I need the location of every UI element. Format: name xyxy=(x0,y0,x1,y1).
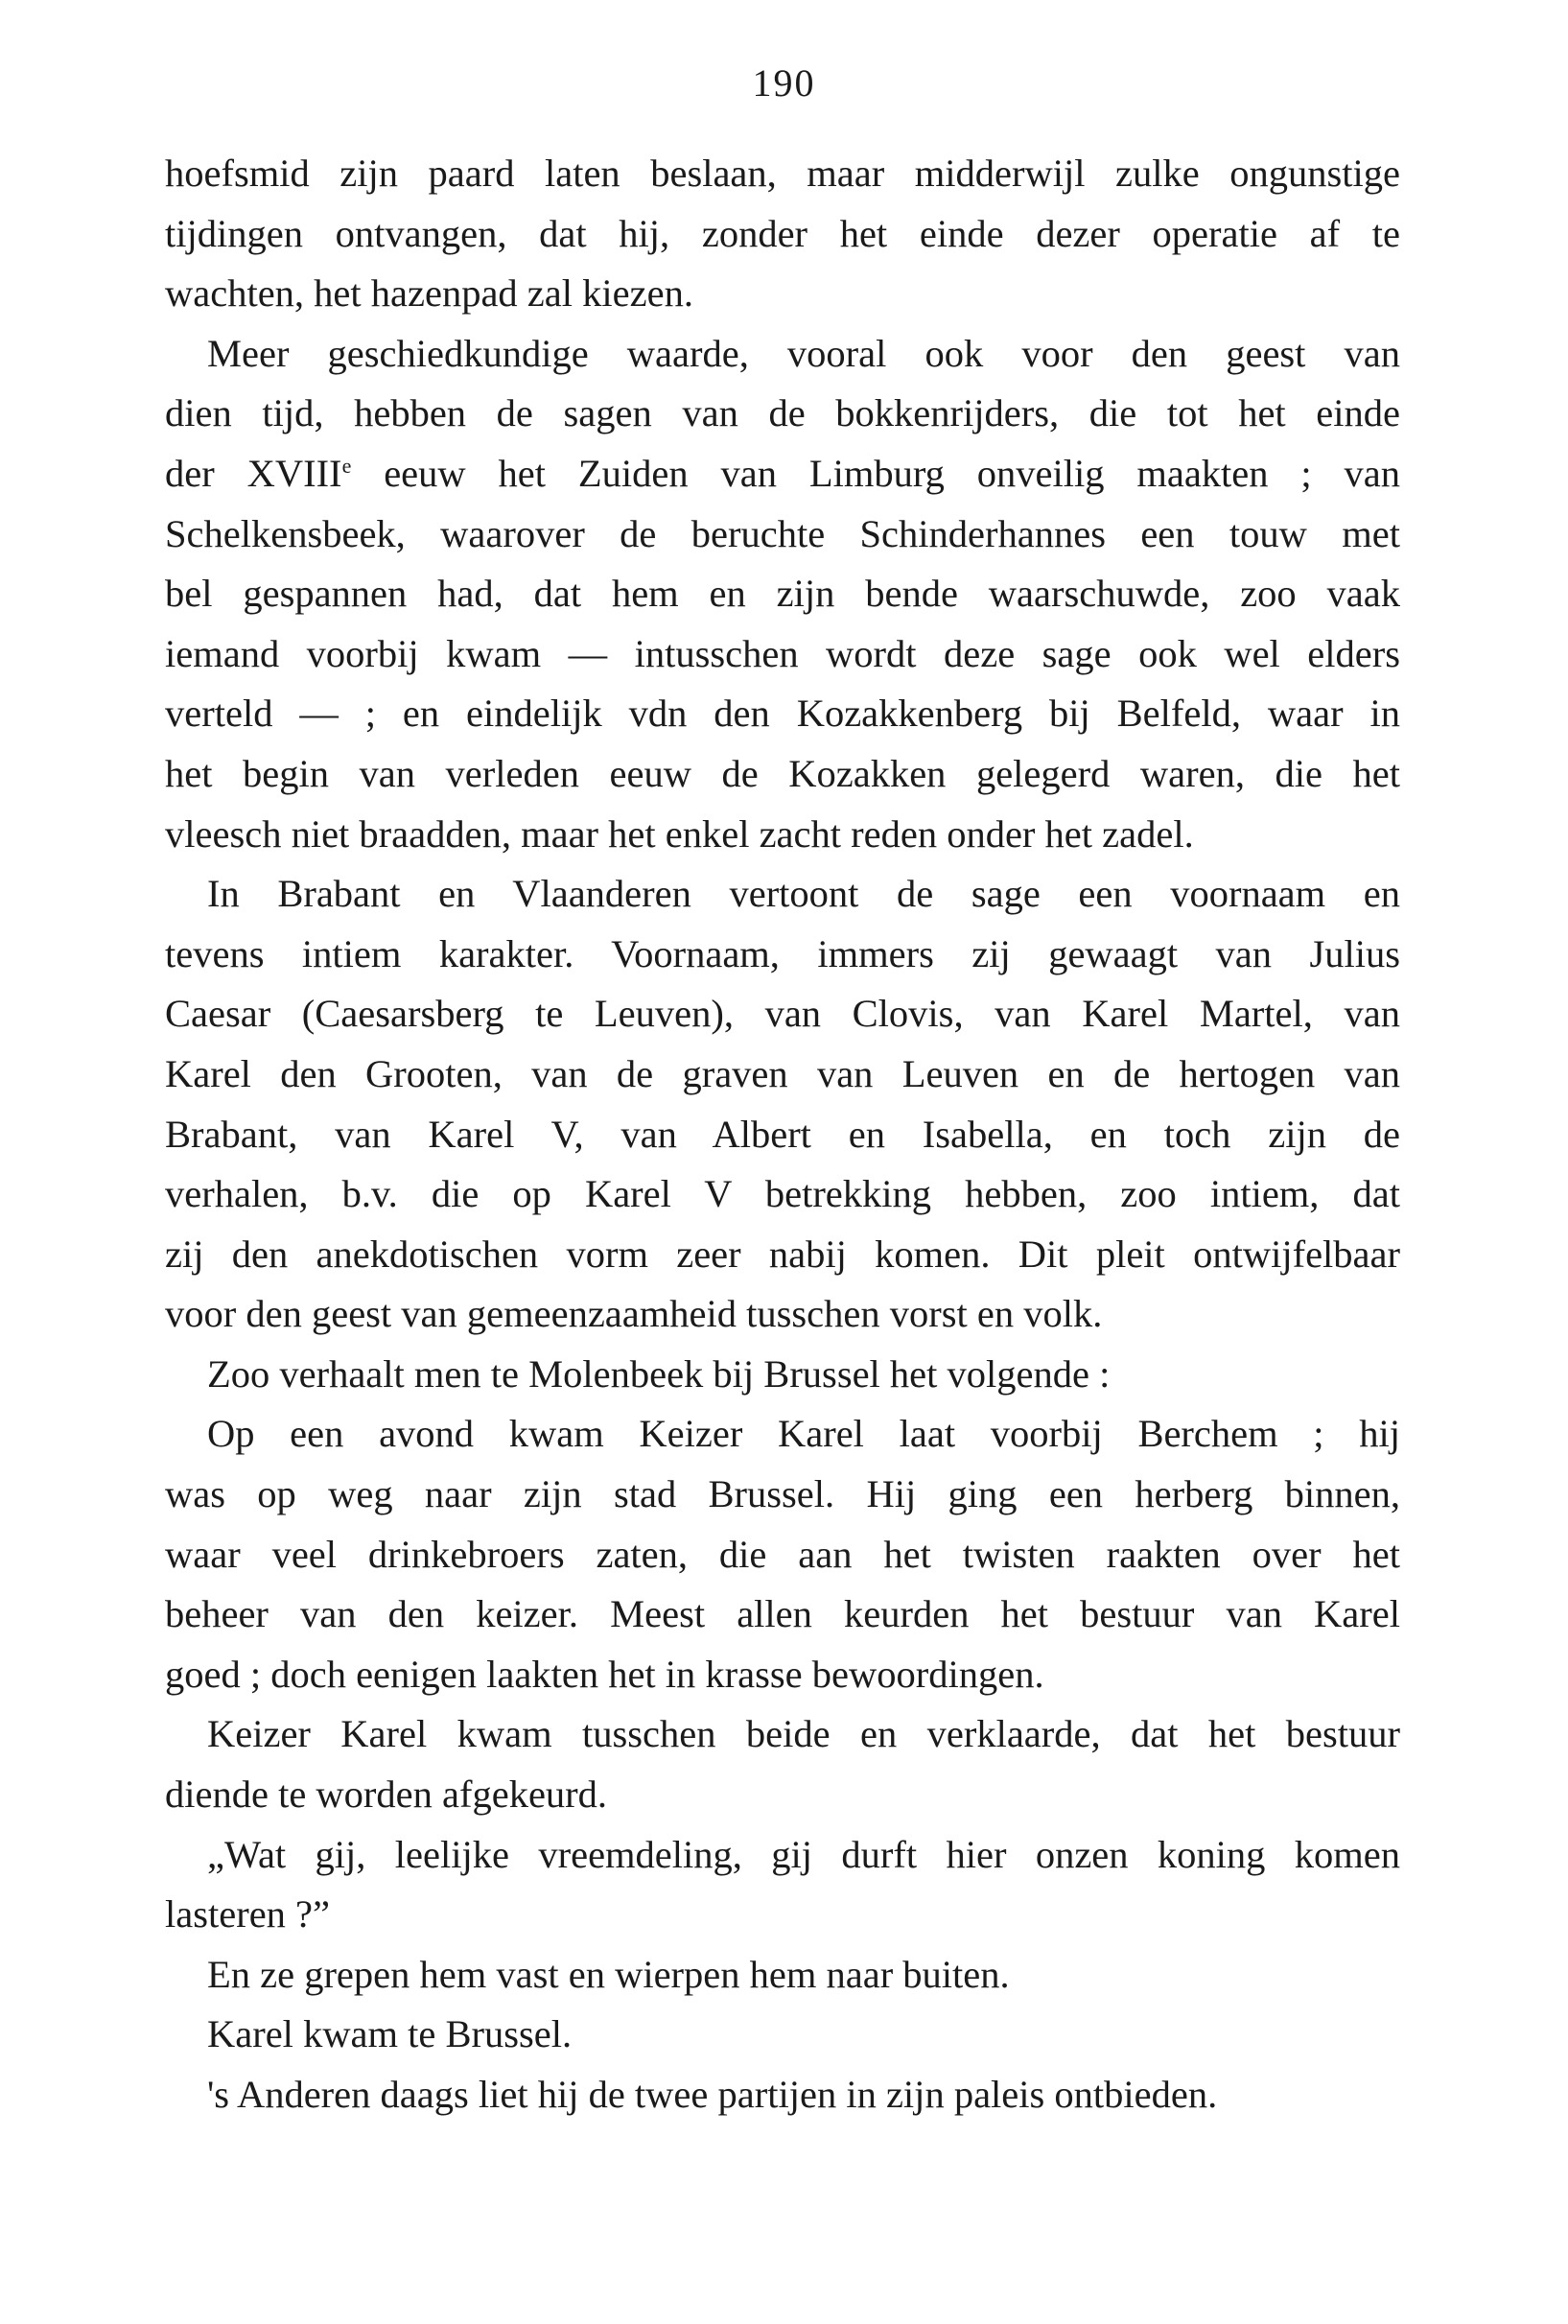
text-line: Keizer Karel kwam tusschen beide en verklaarde, dat het bestuur xyxy=(207,1712,1400,1756)
paragraph xyxy=(165,1704,1400,1824)
text-line: hoefsmid zijn paard laten beslaan, maar midderwijl zulke ongunstige xyxy=(165,152,1400,195)
text-line: wachten, het hazenpad zal kiezen. xyxy=(165,271,693,316)
text-line: vleesch niet braadden, maar het enkel zacht reden onder het zadel. xyxy=(165,811,1194,856)
text-line: bel gespannen had, dat hem en zijn bende waarschuwde, zoo vaak xyxy=(165,572,1400,616)
text-line: dien tijd, hebben de sagen van de bokkenrijders, die tot het einde xyxy=(165,391,1400,435)
text-line: Zoo verhaalt men te Molenbeek bij Brussel het volgende : xyxy=(207,1351,1111,1396)
text-line: lasteren ?” xyxy=(165,1892,331,1937)
text-line: Caesar (Caesarsberg te Leuven), van Clovis, van Karel Martel, van xyxy=(165,992,1400,1036)
text-line: waar veel drinkebroers zaten, die aan het twisten raakten over het xyxy=(165,1532,1400,1576)
text-line: beheer van den keizer. Meest allen keurden het bestuur van Karel xyxy=(165,1592,1400,1636)
body-text xyxy=(165,144,1400,2125)
paragraph xyxy=(165,2005,1400,2065)
text-line: In Brabant en Vlaanderen vertoont de sage een voornaam en xyxy=(207,872,1400,916)
text-line: En ze grepen hem vast en wierpen hem naar buiten. xyxy=(207,1952,1010,1996)
text-line: Meer geschiedkundige waarde, vooral ook voor den geest van xyxy=(207,331,1400,375)
text-line: Karel kwam te Brussel. xyxy=(207,2012,573,2056)
paragraph xyxy=(165,1404,1400,1704)
text-line: verteld — ; en eindelijk vdn den Kozakkenberg bij Belfeld, waar in xyxy=(165,692,1400,736)
paragraph xyxy=(165,1825,1400,1945)
text-line: het begin van verleden eeuw de Kozakken gelegerd waren, die het xyxy=(165,751,1400,795)
paragraph xyxy=(165,324,1400,864)
text-line: Op een avond kwam Keizer Karel laat voorbij Berchem ; hij xyxy=(207,1412,1400,1456)
text-line: der XVIIIe eeuw het Zuiden van Limburg onveilig maakten ; van xyxy=(165,451,1401,495)
text-line: was op weg naar zijn stad Brussel. Hij ging een herberg binnen, xyxy=(165,1472,1400,1516)
text-line: Schelkensbeek, waarover de beruchte Schinderhannes een touw met xyxy=(165,511,1400,555)
text-line: Brabant, van Karel V, van Albert en Isabella, en toch zijn de xyxy=(165,1112,1400,1156)
text-line: iemand voorbij kwam — intusschen wordt deze sage ook wel elders xyxy=(165,631,1400,675)
paragraph xyxy=(165,1345,1400,1405)
paragraph xyxy=(165,1945,1400,2006)
text-line: zij den anekdotischen vorm zeer nabij komen. Dit pleit ontwijfelbaar xyxy=(165,1232,1400,1276)
text-line: diende te worden afgekeurd. xyxy=(165,1772,608,1817)
text-line: Karel den Grooten, van de graven van Leuven en de hertogen van xyxy=(165,1051,1400,1095)
text-line: 's Anderen daags liet hij de twee partijen in zijn paleis ontbieden. xyxy=(207,2073,1218,2116)
text-line: tevens intiem karakter. Voornaam, immers zij gewaagt van Julius xyxy=(165,931,1400,975)
paragraph xyxy=(165,864,1400,1345)
page-number: 190 xyxy=(752,61,816,105)
paragraph xyxy=(165,2065,1400,2125)
text-line: goed ; doch eenigen laakten het in krasse bewoordingen. xyxy=(165,1652,1044,1696)
text-line: voor den geest van gemeenzaamheid tusschen vorst en volk. xyxy=(165,1292,1103,1336)
text-line: verhalen, b.v. die op Karel V betrekking hebben, zoo intiem, dat xyxy=(165,1172,1400,1216)
text-line: tijdingen ontvangen, dat hij, zonder het einde dezer operatie af te xyxy=(165,211,1400,255)
paragraph xyxy=(165,144,1400,324)
text-line: „Wat gij, leelijke vreemdeling, gij durft hier onzen koning komen xyxy=(207,1832,1400,1876)
